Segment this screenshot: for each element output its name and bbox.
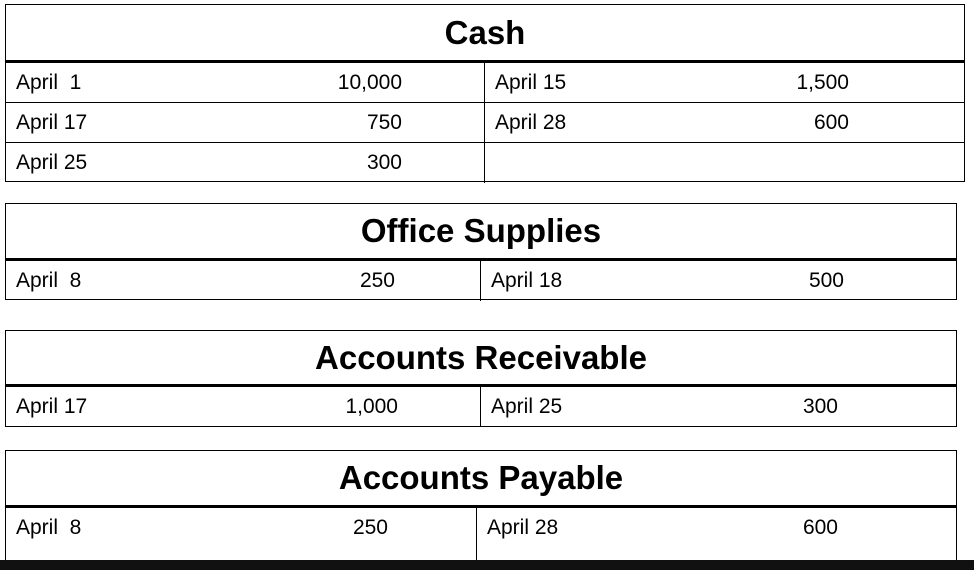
credit-amount: 600 — [802, 516, 838, 540]
credit-cell — [485, 103, 964, 142]
credit-date: April 18 — [491, 269, 563, 292]
cash-account — [5, 4, 965, 182]
debit-cell — [6, 387, 481, 427]
debit-amount: 1,000 — [345, 395, 398, 418]
office-supplies-account — [5, 203, 957, 300]
credit-cell — [481, 261, 956, 301]
debit-amount: 250 — [352, 516, 388, 540]
debit-cell — [6, 63, 485, 102]
credit-cell — [481, 387, 956, 427]
debit-cell — [6, 143, 485, 183]
debit-date: April 17 — [16, 395, 88, 418]
debit-date: April 8 — [16, 516, 82, 540]
table-row — [6, 508, 956, 561]
account-title-accounts-payable: Accounts Payable — [6, 451, 956, 508]
debit-amount: 250 — [359, 269, 395, 292]
credit-cell — [477, 508, 956, 561]
table-row — [6, 103, 964, 143]
credit-date: April 15 — [495, 70, 567, 94]
account-title-office-supplies: Office Supplies — [6, 204, 956, 261]
debit-date: April 25 — [16, 151, 88, 174]
accounts-receivable-account — [5, 330, 957, 427]
accounts-payable-account — [5, 450, 957, 562]
debit-cell — [6, 261, 481, 301]
credit-cell — [485, 63, 964, 102]
table-row — [6, 387, 956, 427]
credit-amount: 1,500 — [796, 70, 849, 94]
debit-amount: 10,000 — [337, 70, 402, 94]
account-title-accounts-receivable: Accounts Receivable — [6, 331, 956, 387]
credit-date: April 25 — [491, 395, 563, 418]
credit-date: April 28 — [487, 516, 559, 540]
debit-amount: 750 — [366, 110, 402, 134]
credit-amount: 500 — [808, 269, 844, 292]
debit-cell — [6, 103, 485, 142]
credit-cell — [485, 143, 964, 183]
account-title-cash: Cash — [6, 5, 964, 63]
debit-date: April 8 — [16, 269, 82, 292]
table-row — [6, 261, 956, 301]
credit-date: April 28 — [495, 110, 567, 134]
table-row — [6, 143, 964, 183]
credit-amount: 300 — [802, 395, 838, 418]
debit-date: April 17 — [16, 110, 88, 134]
bottom-divider — [0, 560, 974, 570]
table-row — [6, 63, 964, 103]
credit-amount: 600 — [813, 110, 849, 134]
debit-date: April 1 — [16, 70, 82, 94]
debit-amount: 300 — [366, 151, 402, 174]
debit-cell — [6, 508, 477, 561]
